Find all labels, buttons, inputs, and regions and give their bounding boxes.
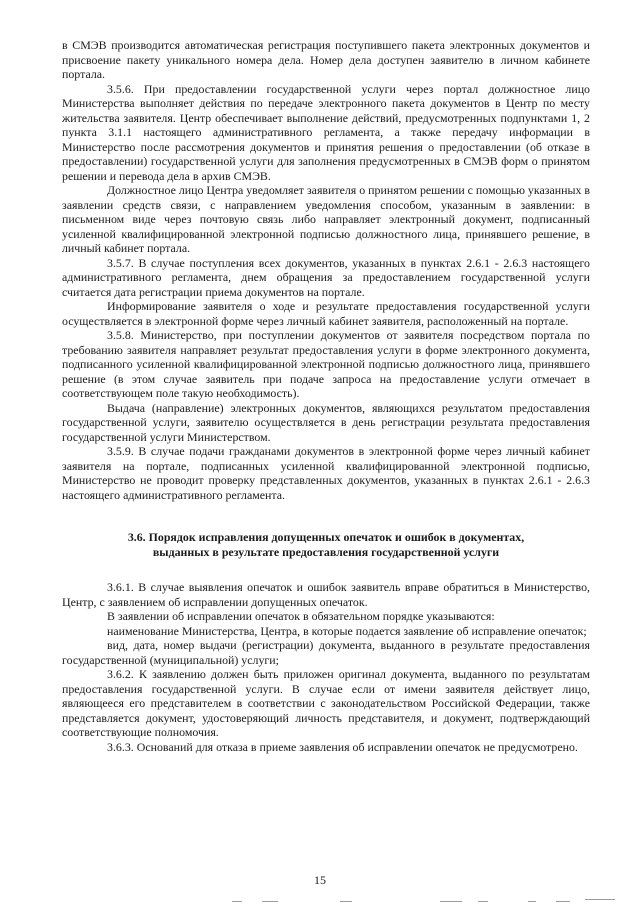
paragraph: Должностное лицо Центра уведомляет заявителя о принятом решении с помощью указанных в заявлении средств связи, с направлением уведомления способом, указанным в заявлении: в письменном виде через почтовую связь либо направляет электронный документ, подписанный усиленной квалифицированной электронной подписью должностного лица, принявшего решение, в личный кабинет портала. xyxy=(62,183,590,255)
section-heading-3-6 xyxy=(62,530,590,559)
paragraph: 3.5.9. В случае подачи гражданами документов в электронной форме через личный кабинет заявителя на портале, подписанных усиленной квалифицированной электронной подписью, Министерство не проводит проверку представленных документов, указанных в пунктах 2.6.1 - 2.6.3 настоящего административного регламента. xyxy=(62,444,590,502)
page-number: 15 xyxy=(314,873,326,887)
section-heading-line-2: выданных в результате предоставления государственной услуги xyxy=(152,544,500,559)
scan-edge-marks xyxy=(0,895,640,905)
document-page xyxy=(62,38,590,754)
paragraph: В заявлении об исправлении опечаток в обязательном порядке указываются: xyxy=(107,609,495,623)
paragraph: в СМЭВ производится автоматическая регистрация поступившего пакета электронных документов и присвоение пакету уникального номера дела. Номер дела доступен заявителю в личном кабинете портала. xyxy=(62,38,590,81)
paragraphs-section-3-6 xyxy=(62,580,590,754)
paragraph: Выдача (направление) электронных документов, являющихся результатом предоставления государственной услуги, заявителю осуществляется в день регистрации результата предоставления государственной услуги Министерством. xyxy=(62,400,590,444)
paragraph: вид, дата, номер выдачи (регистрации) документа, выданного в результате предоставления государственной (муниципальной) услуги; xyxy=(62,638,590,667)
paragraph: 3.6.3. Оснований для отказа в приеме заявления об исправлении опечаток не предусмотрено. xyxy=(107,739,578,754)
section-heading-line-1: 3.6. Порядок исправления допущенных опечаток и ошибок в документах, xyxy=(127,530,525,544)
paragraph: 3.5.6. При предоставлении государственной услуги через портал должностное лицо Министерства выполняет действия по передаче электронного пакета документов в Центр по месту жительства заявителя. Центр обеспечивает выполнение действий, предусмотренных подпунктами 1, 2 пункта 3.1.1 настоящего административного регламента, а также передачу информации в Министерство после рассмотрения документов и принятия решения о предоставлении (об отказе в предоставлении) государственной услуги для заполнения предусмотренных в СМЭВ форм о принятом решении и перевода дела в архив СМЭВ. xyxy=(62,81,590,183)
paragraph: 3.5.7. В случае поступления всех документов, указанных в пунктах 2.6.1 - 2.6.3 настоящего административного регламента, днем обращения за предоставлением государственной услуги считается дата регистрации приема документов на портале. xyxy=(62,255,590,299)
paragraph: 3.6.1. В случае выявления опечаток и ошибок заявитель вправе обратиться в Министерство, Центр, с заявлением об исправлении допущенных опечаток. xyxy=(62,580,590,609)
paragraphs-section-3-5 xyxy=(62,38,590,502)
paragraph: наименование Министерства, Центра, в которые подается заявление об исправление опечаток; xyxy=(107,623,587,638)
paragraph: Информирование заявителя о ходе и результате предоставления государственной услуги осуществляется в электронной форме через личный кабинет заявителя, расположенный на портале. xyxy=(62,299,590,328)
paragraph: 3.5.8. Министерство, при поступлении документов от заявителя посредством портала по требованию заявителя направляет результат предоставления услуги в форме электронного документа, подписанного усиленной квалифицированной электронной подписью должностного лица, принявшего решение (в этом случае заявитель при подаче запроса на предоставление услуги отмечает в соответствующем поле такую необходимость). xyxy=(62,328,590,400)
paragraph: 3.6.2. К заявлению должен быть приложен оригинал документа, выданного по результатам предоставления государственной услуги. В случае если от имени заявителя действует лицо, являющееся его представителем в соответствии с законодательством Российской Федерации, также представляется документ, удостоверяющий личность представителя, и документ, подтверждающий соответствующие полномочия. xyxy=(62,667,590,739)
